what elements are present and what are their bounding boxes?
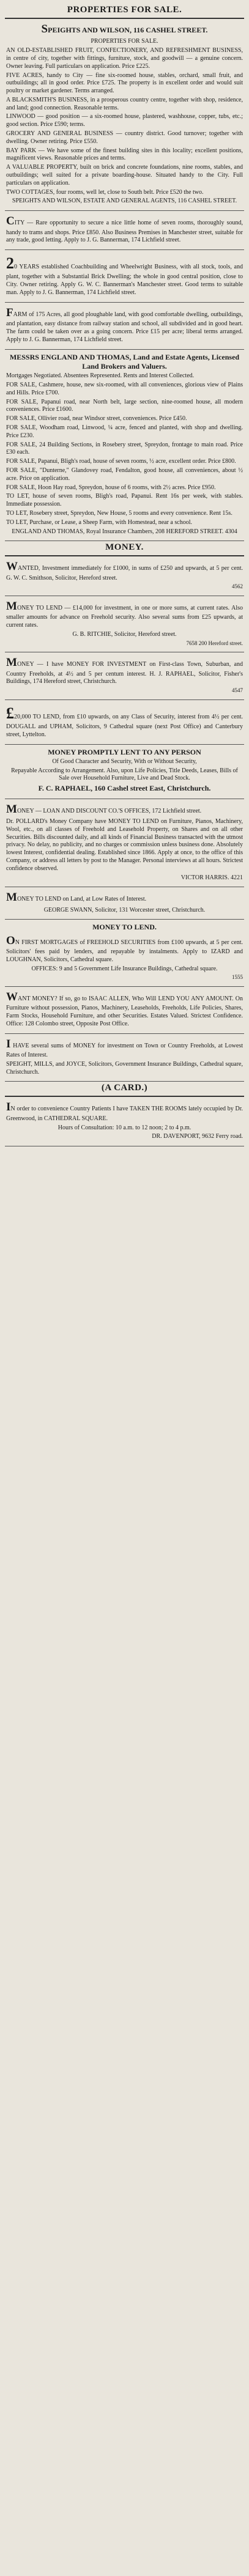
ad-text: BAY PARK — We have some of the finest building sites in this locality; excellent positions, magnificent views. Reasonable prices and terms. <box>6 147 243 162</box>
advertisement <box>5 350 244 542</box>
advertisement <box>5 652 244 699</box>
ad-text: FOR SALE, Woodham road, Linwood, ¼ acre, fenced and planted, with shop and dwelling. Price £230. <box>6 424 243 439</box>
advertisement <box>5 556 244 596</box>
ad-text: VICTOR HARRIS. 4221 <box>180 874 243 881</box>
ad-text: MONEY — LOAN AND DISCOUNT CO.'S OFFICES, 172 Lichfield street. <box>6 802 202 816</box>
ad-text: FOR SALE, Hoon Hay road, Spreydon, house of 6 rooms, with 2½ acres. Price £950. <box>6 484 216 491</box>
ad-text: 7658 200 Hereford street. <box>186 640 243 646</box>
ad-text: I HAVE several sums of MONEY for investment on Town or Country Freeholds, at Lowest Rates of Interest. <box>6 1037 243 1058</box>
ad-text: MONEY TO LEND. <box>92 923 157 932</box>
ad-text: ENGLAND AND THOMAS, Royal Insurance Chambers, 208 HEREFORD STREET. 4304 <box>12 528 237 535</box>
newspaper-column <box>5 0 244 1146</box>
ad-text: IN order to convenience Country Patients I have TAKEN THE ROOMS lately occupied by Dr. Greenwood, in CATHEDRAL SQUARE. <box>6 1101 243 1122</box>
advertisement <box>5 596 244 652</box>
ad-text: MESSRS ENGLAND AND THOMAS, Land and Estate Agents, Licensed Land Brokers and Valuers. <box>9 352 240 371</box>
ad-text: MONEY TO LEND — £14,000 for investment, in one or more sums, at current rates. Also smaller amounts for advance on Freehold security. Also several sums from £25 upwards, at current rates. <box>6 600 243 629</box>
ad-text: FOR SALE, Cashmere, house, new six-roomed, with all conveniences, glorious view of Plains and Hills. Price £700. <box>6 382 243 396</box>
section-heading: PROPERTIES FOR SALE. <box>5 4 244 19</box>
ad-text: WANTED, Investment immediately for £1000, in sums of £250 and upwards, at 5 per cent. G. W. C. Smithson, Solicitor, Hereford street. <box>6 560 243 581</box>
ad-text: TWO COTTAGES, four rooms, well let, close to South belt. Price £520 the two. <box>6 188 204 196</box>
ad-text: GROCERY AND GENERAL BUSINESS — country district. Good turnover; together with dwelling. Owner retiring. Price £550. <box>6 130 243 145</box>
ad-text: FOR SALE, "Dunterne," Glandovey road, Fendalton, good house, all conveniences, about ½ acre. Price on application. <box>6 467 243 482</box>
advertisement <box>5 887 244 920</box>
ad-text: Hours of Consultation: 10 a.m. to 12 noon; 2 to 4 p.m. <box>58 1124 191 1131</box>
advertisement <box>5 19 244 211</box>
ad-text: GEORGE SWANN, Solicitor, 131 Worcester street, Christchurch. <box>43 906 206 913</box>
ad-text: FOR SALE, Ollivier road, near Windsor street, conveniences. Price £450. <box>6 415 187 423</box>
ad-text: CITY — Rare opportunity to secure a nice little home of seven rooms, thoroughly sound, handy to trams and shops. Price £850. Also Business Premises in Manchester street, suitable for any trade, good letting. Apply to J. G. Bannerman, 174 Lichfield street. <box>6 215 243 244</box>
ad-text: TO LET, Rosebery street, Spreydon, New House, 5 rooms and every convenience. Rent 15s. <box>6 509 232 517</box>
advertisement <box>5 303 244 350</box>
section-heading: (A CARD.) <box>5 1082 244 1097</box>
ad-text: OFFICES: 9 and 5 Government Life Insurance Buildings, Cathedral square. <box>31 965 218 972</box>
ad-text: TO LET, Purchase, or Lease, a Sheep Farm, with Homestead, near a school. <box>6 519 192 526</box>
ad-text: FOR SALE, Papanui road, near North belt, large section, nine-roomed house, all modern conveniences. Price £1600. <box>6 398 243 413</box>
ad-text: FIVE ACRES, handy to City — fine six-roomed house, stables, orchard, small fruit, and outbuildings; all in good order. Price £725. The property is in excellent order and would suit poultry or market gardener. Terms arranged. <box>6 72 243 95</box>
advertisement <box>5 745 244 799</box>
ad-text: LINWOOD — good position — a six-roomed house, plastered, washhouse, copper, tubs, etc.; good section. Price £590; terms. <box>6 113 243 128</box>
advertisement <box>5 920 244 987</box>
ad-text: MONEY — I have MONEY FOR INVESTMENT on First-class Town, Suburban, and Country Freeholds, at 4½ and 5 per centum interest. H. J. RAPHAEL, Solicitor, Fisher's Buildings, 174 Hereford street, Christchurch. <box>6 656 243 685</box>
ad-text: SPEIGHT, MILLS, and JOYCE, Solicitors, Government Insurance Buildings, Cathedral square, Christchurch. <box>6 1060 243 1076</box>
ad-text: AN OLD-ESTABLISHED FRUIT, CONFECTIONERY, AND REFRESHMENT BUSINESS, in centre of city, together with fittings, furniture, stock, and goodwill — a genuine concern. Owner leaving. Full particulars on application. Price £225. <box>6 47 243 70</box>
ad-text: SPEIGHTS AND WILSON, 116 CASHEL STREET. <box>41 23 208 35</box>
ad-text: Dr. POLLARD's Money Company have MONEY TO LEND on Furniture, Pianos, Machinery, Wool, etc., on all classes of Freehold and Leasehold Property, on Shares and on all other Securities. Bills discounted daily, and all kinds of Financial Business transacted with the utmost privacy. No delay, no publicity, and no charges or commission unless business done. Absolutely lowest Interest, confidential dealing. Established since 1866. Apply at once, to the office of this Company, or address all letters by post to the Manager. Personal interviews at all hours. Strictest confidence observed. <box>6 817 243 872</box>
ad-text: 4547 <box>232 687 243 694</box>
ad-text: FARM of 175 Acres, all good ploughable land, with good comfortable dwelling, outbuildings, and plantation, easy distance from railway station and school, all subdivided and in good heart. The farm could be taken over as a going concern. Price £15 per acre; liberal terms arranged. Apply to J. G. Bannerman, 174 Lichfield street. <box>6 306 243 343</box>
ad-text: 1555 <box>232 974 243 981</box>
advertisement <box>5 1034 244 1082</box>
ad-text: 4562 <box>232 583 243 590</box>
advertisement <box>5 799 244 888</box>
ad-text: 20 YEARS established Coachbuilding and Wheelwright Business, with all stock, tools, and plant, together with a Substantial Brick Dwelling; the whole in good central position, close to City. Owner retiring. Apply G. W. C. Bannerman's Manchester street. Good terms to suitable man. Apply to J. G. Bannerman, 174 Lichfield street. <box>6 254 243 297</box>
advertisement <box>5 700 244 745</box>
ad-text: £20,000 TO LEND, from £10 upwards, on any Class of Security, interest from 4½ per cent. DOUGALL and UPHAM, Solicitors, 9 Cathedral square (next Post Office) and Canterbury street, Lyttelton. <box>6 704 243 738</box>
advertisement <box>5 211 244 250</box>
ad-text: MONEY PROMPTLY LENT TO ANY PERSON <box>48 747 201 756</box>
ad-text: Of Good Character and Security, With or Without Security, <box>52 758 197 765</box>
section-heading: MONEY. <box>5 541 244 556</box>
ad-text: MONEY TO LEND on Land, at Low Rates of Interest. <box>6 891 147 904</box>
ad-text: G. B. RITCHIE, Solicitor, Hereford street. <box>72 630 177 638</box>
ad-text: TO LET, house of seven rooms, Bligh's road, Papanui. Rent 16s per week, with stables. Immediate possession. <box>6 493 243 508</box>
ad-text: Mortgages Negotiated. Absentees Represented. Rents and Interest Collected. <box>6 372 195 380</box>
advertisement <box>5 1097 244 1146</box>
ad-text: PROPERTIES FOR SALE. <box>91 38 158 45</box>
ad-text: SPEIGHTS AND WILSON, ESTATE AND GENERAL AGENTS, 116 CASHEL STREET. <box>12 197 237 205</box>
ad-text: Repayable According to Arrangement. Also, upon Life Policies, Title Deeds, Leases, Bills of Sale over Household Furniture, Live and Dead Stock. <box>11 767 238 782</box>
ad-text: ON FIRST MORTGAGES of FREEHOLD SECURITIES from £100 upwards, at 5 per cent. Solicitors' fees paid by lenders, and repayable by instalments. Apply to IZARD and LOUGHNAN, Solicitors, Cathedral square. <box>6 934 243 963</box>
ad-text: WANT MONEY? If so, go to ISAAC ALLEN, Who Will LEND YOU ANY AMOUNT. On Furniture without possession, Pianos, Machinery, Leaseholds, Freeholds, Life Policies, Shares, Farm Stocks, Household Furniture, and other Securities. Estates Valued. Strictest Confidence. Office: 128 Colombo street, Opposite Post Office. <box>6 990 243 1027</box>
advertisement <box>5 987 244 1034</box>
ad-text: A VALUABLE PROPERTY, built on brick and concrete foundations, nine rooms, stables, and outbuildings; well suited for a private boarding-house. Situated handy to the City. Full particulars on application. <box>6 164 243 186</box>
ad-text: FOR SALE, Papanui, Bligh's road, house of seven rooms, ½ acre, excellent order. Price £800. <box>6 458 236 465</box>
advertisement <box>5 250 244 303</box>
ad-text: A BLACKSMITH'S BUSINESS, in a prosperous country centre, together with shop, residence, and land; good connection. Reasonable terms. <box>6 96 243 111</box>
ad-text: FOR SALE, 24 Building Sections, in Rosebery street, Spreydon, frontage to main road. Price £30 each. <box>6 441 243 456</box>
ad-text: DR. DAVENPORT, 9632 Ferry road. <box>152 1133 243 1140</box>
ad-text: F. C. RAPHAEL, 160 Cashel street East, Christchurch. <box>38 784 211 793</box>
